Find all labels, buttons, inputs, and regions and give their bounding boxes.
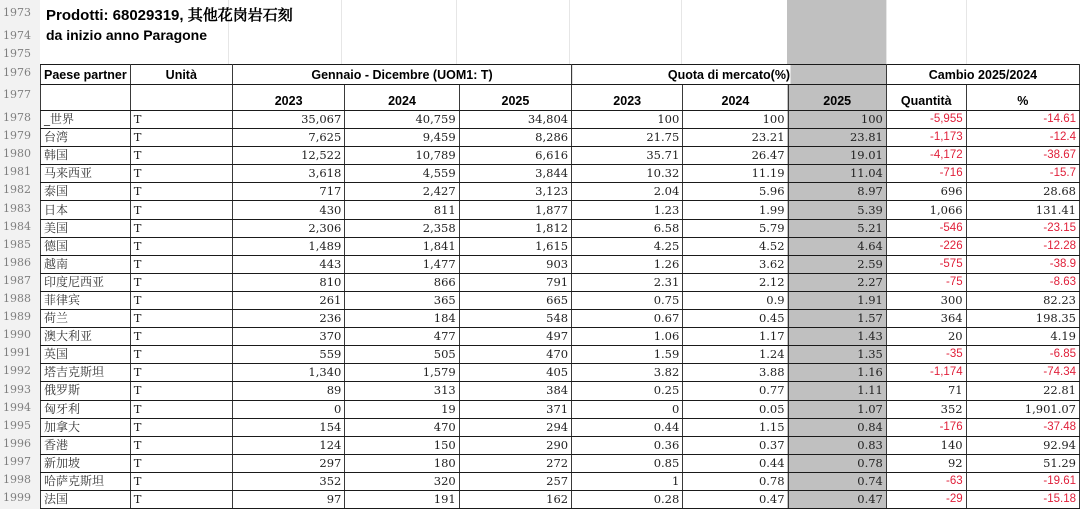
value-2024-cell[interactable]: 19: [345, 400, 459, 418]
share-2024-cell[interactable]: 1.15: [683, 418, 788, 436]
value-2024-cell[interactable]: 320: [345, 472, 459, 490]
value-2025-cell[interactable]: 294: [459, 418, 571, 436]
gridline: [569, 0, 570, 64]
share-2023-cell[interactable]: 0: [572, 400, 683, 418]
row-number[interactable]: 1985: [3, 237, 31, 251]
unit-cell[interactable]: T: [130, 291, 232, 309]
change-qty-cell[interactable]: -1,173: [886, 129, 966, 147]
gridline: [681, 0, 682, 64]
value-2025-cell[interactable]: 1,877: [459, 201, 571, 219]
value-2023-cell[interactable]: 1,340: [232, 364, 344, 382]
share-2024-cell[interactable]: 100: [683, 111, 788, 129]
partner-cell[interactable]: 德国: [41, 237, 131, 255]
value-2025-cell[interactable]: 6,616: [459, 147, 571, 165]
row-number[interactable]: 1983: [3, 201, 31, 215]
value-2024-cell[interactable]: 150: [345, 436, 459, 454]
unit-cell[interactable]: T: [130, 201, 232, 219]
value-2024-cell[interactable]: 9,459: [345, 129, 459, 147]
change-pct-cell[interactable]: -6.85: [966, 346, 1079, 364]
value-2024-cell[interactable]: 1,477: [345, 255, 459, 273]
value-2025-cell[interactable]: 903: [459, 255, 571, 273]
share-2025-cell[interactable]: 5.21: [788, 219, 886, 237]
value-2024-cell[interactable]: 477: [345, 328, 459, 346]
share-2025-cell[interactable]: 0.83: [788, 436, 886, 454]
value-2023-cell[interactable]: 236: [232, 310, 344, 328]
value-2024-cell[interactable]: 313: [345, 382, 459, 400]
change-qty-cell[interactable]: -176: [886, 418, 966, 436]
value-2025-cell[interactable]: 290: [459, 436, 571, 454]
change-pct-cell[interactable]: -19.61: [966, 472, 1079, 490]
value-2023-cell[interactable]: 297: [232, 454, 344, 472]
share-2025-cell[interactable]: 0.74: [788, 472, 886, 490]
value-2023-cell[interactable]: 154: [232, 418, 344, 436]
row-number[interactable]: 1981: [3, 165, 31, 179]
row-number[interactable]: 1998: [3, 473, 31, 486]
share-2023-cell[interactable]: 2.04: [572, 183, 683, 201]
trade-table: [40, 64, 1080, 509]
header-row-1: [41, 65, 1080, 85]
value-2023-cell[interactable]: 1,489: [232, 237, 344, 255]
value-2024-cell[interactable]: 2,358: [345, 219, 459, 237]
unit-cell[interactable]: T: [130, 255, 232, 273]
value-2023-cell[interactable]: 370: [232, 328, 344, 346]
share-2024-cell[interactable]: 0.44: [683, 454, 788, 472]
value-2024-cell[interactable]: 866: [345, 273, 459, 291]
value-2024-cell[interactable]: 10,789: [345, 147, 459, 165]
value-2023-cell[interactable]: 0: [232, 400, 344, 418]
change-qty-cell[interactable]: 300: [886, 291, 966, 309]
table-row: [41, 129, 1080, 147]
share-2024-cell[interactable]: 0.77: [683, 382, 788, 400]
value-2023-cell[interactable]: 2,306: [232, 219, 344, 237]
row-number[interactable]: 1976: [3, 66, 31, 79]
share-2023-cell[interactable]: 0.67: [572, 310, 683, 328]
change-pct-cell[interactable]: -15.18: [966, 490, 1079, 508]
partner-cell[interactable]: 新加坡: [41, 454, 131, 472]
table-row: [41, 418, 1080, 436]
row-number[interactable]: 1994: [3, 400, 31, 414]
share-2025-cell[interactable]: 2.27: [788, 273, 886, 291]
row-number[interactable]: 1990: [3, 328, 31, 342]
share-2024-cell[interactable]: 11.19: [683, 165, 788, 183]
header-share-2023[interactable]: 2023: [572, 85, 683, 111]
row-number[interactable]: 1986: [3, 255, 31, 269]
share-2024-cell[interactable]: 3.88: [683, 364, 788, 382]
share-2023-cell[interactable]: 0.25: [572, 382, 683, 400]
table-row: [41, 237, 1080, 255]
share-2023-cell[interactable]: 1.26: [572, 255, 683, 273]
header-share-2025[interactable]: 2025: [788, 85, 886, 111]
change-pct-cell[interactable]: -38.9: [966, 255, 1079, 273]
value-2025-cell[interactable]: 470: [459, 346, 571, 364]
partner-cell[interactable]: 印度尼西亚: [41, 273, 131, 291]
table-row: [41, 364, 1080, 382]
unit-cell[interactable]: T: [130, 165, 232, 183]
partner-cell[interactable]: 匈牙利: [41, 400, 131, 418]
table-row: [41, 273, 1080, 291]
partner-cell[interactable]: 韩国: [41, 147, 131, 165]
change-pct-cell[interactable]: -12.4: [966, 129, 1079, 147]
value-2023-cell[interactable]: 7,625: [232, 129, 344, 147]
value-2024-cell[interactable]: 1,841: [345, 237, 459, 255]
header-year-2025[interactable]: 2025: [459, 85, 571, 111]
unit-cell[interactable]: T: [130, 364, 232, 382]
sheet-subtitle[interactable]: da inizio anno Paragone: [46, 27, 208, 43]
share-2023-cell[interactable]: 21.75: [572, 129, 683, 147]
change-qty-cell[interactable]: -29: [886, 490, 966, 508]
partner-cell[interactable]: 法国: [41, 490, 131, 508]
share-2025-cell[interactable]: 1.91: [788, 291, 886, 309]
sheet-title[interactable]: Prodotti: 68029319, 其他花岗岩石刻: [46, 7, 293, 24]
value-2025-cell[interactable]: 3,123: [459, 183, 571, 201]
value-2025-cell[interactable]: 548: [459, 310, 571, 328]
share-2025-cell[interactable]: 4.64: [788, 237, 886, 255]
partner-cell[interactable]: 越南: [41, 255, 131, 273]
share-2023-cell[interactable]: 0.75: [572, 291, 683, 309]
unit-cell[interactable]: T: [130, 472, 232, 490]
change-qty-cell[interactable]: 71: [886, 382, 966, 400]
header-row-2: [41, 85, 1080, 111]
unit-cell[interactable]: T: [130, 418, 232, 436]
value-2025-cell[interactable]: 665: [459, 291, 571, 309]
value-2024-cell[interactable]: 40,759: [345, 111, 459, 129]
share-2024-cell[interactable]: 26.47: [683, 147, 788, 165]
value-2024-cell[interactable]: 180: [345, 454, 459, 472]
partner-cell[interactable]: 塔吉克斯坦: [41, 364, 131, 382]
change-qty-cell[interactable]: -575: [886, 255, 966, 273]
gridline: [341, 0, 342, 64]
row-number[interactable]: 1979: [3, 129, 31, 143]
header-year-2024[interactable]: 2024: [345, 85, 459, 111]
value-2025-cell[interactable]: 371: [459, 400, 571, 418]
value-2025-cell[interactable]: 791: [459, 273, 571, 291]
change-qty-cell[interactable]: 364: [886, 310, 966, 328]
value-2023-cell[interactable]: 12,522: [232, 147, 344, 165]
share-2025-cell[interactable]: 1.11: [788, 382, 886, 400]
value-2023-cell[interactable]: 124: [232, 436, 344, 454]
value-2025-cell[interactable]: 272: [459, 454, 571, 472]
table-row: [41, 400, 1080, 418]
change-qty-cell[interactable]: 20: [886, 328, 966, 346]
unit-cell[interactable]: T: [130, 400, 232, 418]
row-number[interactable]: 1993: [3, 382, 31, 396]
change-pct-cell[interactable]: 82.23: [966, 291, 1079, 309]
header-change-group[interactable]: Cambio 2025/2024: [886, 65, 1079, 85]
unit-cell[interactable]: T: [130, 490, 232, 508]
table-row: [41, 310, 1080, 328]
row-number[interactable]: 1987: [3, 273, 31, 287]
share-2025-cell[interactable]: 1.35: [788, 346, 886, 364]
share-2023-cell[interactable]: 35.71: [572, 147, 683, 165]
row-number[interactable]: 1996: [3, 436, 31, 450]
change-pct-cell[interactable]: 1,901.07: [966, 400, 1079, 418]
unit-cell[interactable]: T: [130, 273, 232, 291]
unit-cell[interactable]: T: [130, 111, 232, 129]
gridline: [966, 0, 967, 64]
change-pct-cell[interactable]: 28.68: [966, 183, 1079, 201]
value-2023-cell[interactable]: 3,618: [232, 165, 344, 183]
change-pct-cell[interactable]: 131.41: [966, 201, 1079, 219]
change-qty-cell[interactable]: -226: [886, 237, 966, 255]
row-number[interactable]: 1977: [3, 88, 31, 101]
share-2024-cell[interactable]: 0.47: [683, 490, 788, 508]
partner-cell[interactable]: 泰国: [41, 183, 131, 201]
row-number[interactable]: 1974: [3, 29, 31, 42]
share-2023-cell[interactable]: 3.82: [572, 364, 683, 382]
row-number[interactable]: 1984: [3, 219, 31, 233]
table-row: [41, 255, 1080, 273]
value-2023-cell[interactable]: 810: [232, 273, 344, 291]
share-2024-cell[interactable]: 0.9: [683, 291, 788, 309]
unit-cell[interactable]: T: [130, 328, 232, 346]
header-share-group[interactable]: Quota di mercato(%): [572, 65, 887, 85]
value-2025-cell[interactable]: 1,615: [459, 237, 571, 255]
value-2025-cell[interactable]: 384: [459, 382, 571, 400]
table-row: [41, 490, 1080, 508]
row-number[interactable]: 1989: [3, 310, 31, 324]
partner-cell[interactable]: 加拿大: [41, 418, 131, 436]
change-qty-cell[interactable]: -1,174: [886, 364, 966, 382]
share-2023-cell[interactable]: 1.06: [572, 328, 683, 346]
unit-cell[interactable]: T: [130, 346, 232, 364]
row-number[interactable]: 1982: [3, 183, 31, 197]
unit-cell[interactable]: T: [130, 147, 232, 165]
share-2025-cell[interactable]: 1.43: [788, 328, 886, 346]
partner-cell[interactable]: 马来西亚: [41, 165, 131, 183]
share-2025-cell[interactable]: 11.04: [788, 165, 886, 183]
value-2025-cell[interactable]: 405: [459, 364, 571, 382]
value-2023-cell[interactable]: 430: [232, 201, 344, 219]
row-number[interactable]: 1975: [3, 47, 31, 60]
unit-cell[interactable]: T: [130, 129, 232, 147]
share-2023-cell[interactable]: 1.59: [572, 346, 683, 364]
row-number[interactable]: 1997: [3, 454, 31, 468]
change-qty-cell[interactable]: 140: [886, 436, 966, 454]
header-share-2024[interactable]: 2024: [683, 85, 788, 111]
share-2023-cell[interactable]: 2.31: [572, 273, 683, 291]
row-number[interactable]: 1995: [3, 418, 31, 432]
unit-cell[interactable]: T: [130, 237, 232, 255]
share-2025-cell[interactable]: 0.78: [788, 454, 886, 472]
change-pct-cell[interactable]: -23.15: [966, 219, 1079, 237]
partner-cell[interactable]: _世界: [41, 111, 131, 129]
change-qty-cell[interactable]: -546: [886, 219, 966, 237]
share-2025-cell[interactable]: 5.39: [788, 201, 886, 219]
value-2025-cell[interactable]: 497: [459, 328, 571, 346]
share-2025-cell[interactable]: 19.01: [788, 147, 886, 165]
table-row: [41, 147, 1080, 165]
change-pct-cell[interactable]: 198.35: [966, 310, 1079, 328]
value-2023-cell[interactable]: 443: [232, 255, 344, 273]
value-2023-cell[interactable]: 559: [232, 346, 344, 364]
share-2024-cell[interactable]: 5.96: [683, 183, 788, 201]
row-number[interactable]: 1999: [3, 491, 31, 505]
table-row: [41, 454, 1080, 472]
change-qty-cell[interactable]: -5,955: [886, 111, 966, 129]
change-pct-cell[interactable]: 4.19: [966, 328, 1079, 346]
value-2023-cell[interactable]: 35,067: [232, 111, 344, 129]
change-qty-cell[interactable]: 352: [886, 400, 966, 418]
change-qty-cell[interactable]: -716: [886, 165, 966, 183]
share-2025-cell[interactable]: 1.16: [788, 364, 886, 382]
value-2024-cell[interactable]: 1,579: [345, 364, 459, 382]
share-2024-cell[interactable]: 0.05: [683, 400, 788, 418]
partner-cell[interactable]: 香港: [41, 436, 131, 454]
change-qty-cell[interactable]: 92: [886, 454, 966, 472]
header-unit[interactable]: Unità: [130, 65, 232, 85]
row-number[interactable]: 1980: [3, 147, 31, 161]
partner-cell[interactable]: 哈萨克斯坦: [41, 472, 131, 490]
unit-cell[interactable]: T: [130, 454, 232, 472]
partner-cell[interactable]: 台湾: [41, 129, 131, 147]
value-2023-cell[interactable]: 352: [232, 472, 344, 490]
change-pct-cell[interactable]: 51.29: [966, 454, 1079, 472]
share-2025-cell[interactable]: 0.47: [788, 490, 886, 508]
table-row: [41, 183, 1080, 201]
change-qty-cell[interactable]: 1,066: [886, 201, 966, 219]
header-blank[interactable]: [41, 85, 131, 111]
share-2023-cell[interactable]: 1: [572, 472, 683, 490]
table-row: [41, 436, 1080, 454]
value-2024-cell[interactable]: 2,427: [345, 183, 459, 201]
gridline: [456, 0, 457, 64]
change-pct-cell[interactable]: 22.81: [966, 382, 1079, 400]
table-row: [41, 219, 1080, 237]
value-2025-cell[interactable]: 34,804: [459, 111, 571, 129]
row-number[interactable]: 1988: [3, 292, 31, 305]
table-row: [41, 165, 1080, 183]
gridline: [886, 0, 887, 64]
change-pct-cell[interactable]: -74.34: [966, 364, 1079, 382]
header-change-pct[interactable]: %: [966, 85, 1079, 111]
share-2023-cell[interactable]: 1.23: [572, 201, 683, 219]
share-2023-cell[interactable]: 6.58: [572, 219, 683, 237]
share-2024-cell[interactable]: 5.79: [683, 219, 788, 237]
value-2024-cell[interactable]: 4,559: [345, 165, 459, 183]
value-2024-cell[interactable]: 811: [345, 201, 459, 219]
change-qty-cell[interactable]: 696: [886, 183, 966, 201]
value-2023-cell[interactable]: 89: [232, 382, 344, 400]
change-pct-cell[interactable]: -14.61: [966, 111, 1079, 129]
header-change-qty[interactable]: Quantità: [886, 85, 966, 111]
share-2025-cell[interactable]: 8.97: [788, 183, 886, 201]
share-2025-cell[interactable]: 100: [788, 111, 886, 129]
partner-cell[interactable]: 菲律宾: [41, 291, 131, 309]
header-blank[interactable]: [130, 85, 232, 111]
share-2024-cell[interactable]: 2.12: [683, 273, 788, 291]
change-pct-cell[interactable]: -38.67: [966, 147, 1079, 165]
share-2024-cell[interactable]: 0.78: [683, 472, 788, 490]
header-period-group[interactable]: Gennaio - Dicembre (UOM1: T): [232, 65, 571, 85]
share-2023-cell[interactable]: 0.44: [572, 418, 683, 436]
change-pct-cell[interactable]: -37.48: [966, 418, 1079, 436]
partner-cell[interactable]: 澳大利亚: [41, 328, 131, 346]
change-pct-cell[interactable]: -12.28: [966, 237, 1079, 255]
change-pct-cell[interactable]: -8.63: [966, 273, 1079, 291]
table-row: [41, 201, 1080, 219]
share-2023-cell[interactable]: 0.85: [572, 454, 683, 472]
value-2023-cell[interactable]: 97: [232, 490, 344, 508]
value-2024-cell[interactable]: 505: [345, 346, 459, 364]
value-2025-cell[interactable]: 162: [459, 490, 571, 508]
header-partner[interactable]: Paese partner: [41, 65, 131, 85]
share-2023-cell[interactable]: 0.28: [572, 490, 683, 508]
header-year-2023[interactable]: 2023: [232, 85, 344, 111]
share-2024-cell[interactable]: 0.37: [683, 436, 788, 454]
value-2024-cell[interactable]: 184: [345, 310, 459, 328]
row-number[interactable]: 1973: [3, 6, 31, 19]
change-qty-cell[interactable]: -75: [886, 273, 966, 291]
share-2024-cell[interactable]: 4.52: [683, 237, 788, 255]
change-qty-cell[interactable]: -4,172: [886, 147, 966, 165]
share-2024-cell[interactable]: 23.21: [683, 129, 788, 147]
unit-cell[interactable]: T: [130, 436, 232, 454]
row-number[interactable]: 1978: [3, 111, 31, 124]
unit-cell[interactable]: T: [130, 219, 232, 237]
partner-cell[interactable]: 荷兰: [41, 310, 131, 328]
partner-cell[interactable]: 美国: [41, 219, 131, 237]
value-2024-cell[interactable]: 470: [345, 418, 459, 436]
change-pct-cell[interactable]: 92.94: [966, 436, 1079, 454]
row-number[interactable]: 1992: [3, 364, 31, 378]
table-row: [41, 346, 1080, 364]
unit-cell[interactable]: T: [130, 183, 232, 201]
change-qty-cell[interactable]: -63: [886, 472, 966, 490]
share-2023-cell[interactable]: 10.32: [572, 165, 683, 183]
table-row: [41, 472, 1080, 490]
share-2024-cell[interactable]: 1.17: [683, 328, 788, 346]
value-2023-cell[interactable]: 717: [232, 183, 344, 201]
table-row: [41, 382, 1080, 400]
share-2023-cell[interactable]: 4.25: [572, 237, 683, 255]
value-2025-cell[interactable]: 1,812: [459, 219, 571, 237]
value-2025-cell[interactable]: 8,286: [459, 129, 571, 147]
table-row: [41, 291, 1080, 309]
share-2024-cell[interactable]: 0.45: [683, 310, 788, 328]
value-2024-cell[interactable]: 365: [345, 291, 459, 309]
change-qty-cell[interactable]: -35: [886, 346, 966, 364]
share-2025-cell[interactable]: 1.57: [788, 310, 886, 328]
unit-cell[interactable]: T: [130, 382, 232, 400]
share-2024-cell[interactable]: 3.62: [683, 255, 788, 273]
share-2023-cell[interactable]: 100: [572, 111, 683, 129]
table-row: [41, 111, 1080, 129]
share-2025-cell[interactable]: 0.84: [788, 418, 886, 436]
share-2025-cell[interactable]: 1.07: [788, 400, 886, 418]
share-2024-cell[interactable]: 1.99: [683, 201, 788, 219]
partner-cell[interactable]: 英国: [41, 346, 131, 364]
value-2025-cell[interactable]: 3,844: [459, 165, 571, 183]
unit-cell[interactable]: T: [130, 310, 232, 328]
row-number[interactable]: 1991: [3, 346, 31, 360]
share-2025-cell[interactable]: 2.59: [788, 255, 886, 273]
partner-cell[interactable]: 俄罗斯: [41, 382, 131, 400]
value-2024-cell[interactable]: 191: [345, 490, 459, 508]
share-2024-cell[interactable]: 1.24: [683, 346, 788, 364]
share-2023-cell[interactable]: 0.36: [572, 436, 683, 454]
change-pct-cell[interactable]: -15.7: [966, 165, 1079, 183]
value-2025-cell[interactable]: 257: [459, 472, 571, 490]
partner-cell[interactable]: 日本: [41, 201, 131, 219]
value-2023-cell[interactable]: 261: [232, 291, 344, 309]
table-row: [41, 328, 1080, 346]
share-2025-cell[interactable]: 23.81: [788, 129, 886, 147]
